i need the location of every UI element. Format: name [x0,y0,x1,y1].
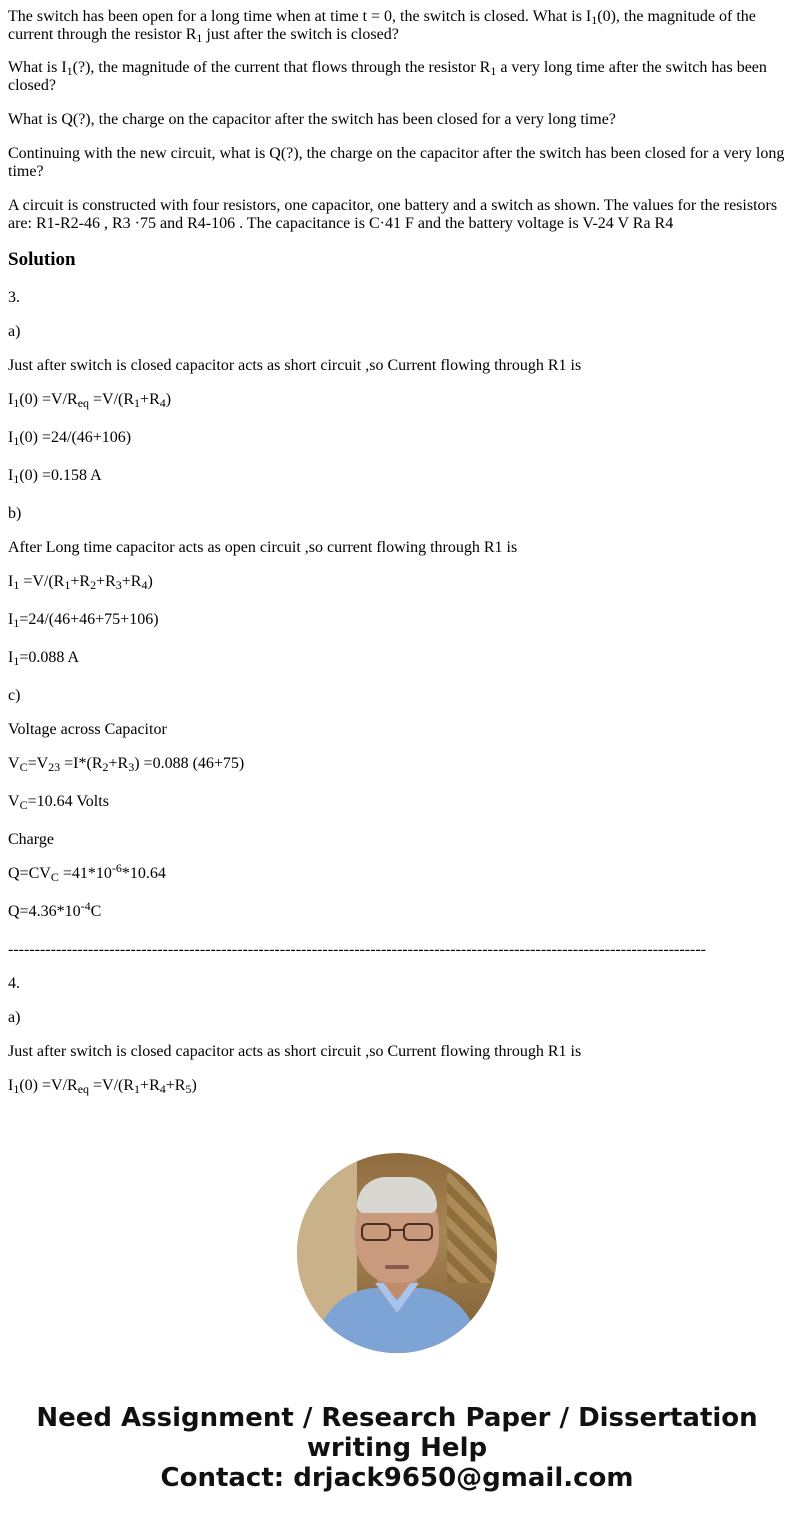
part-4a-label: a) [8,1009,21,1026]
equation-3a-3: $I_1(0) =0.158$ A [8,467,102,486]
equation-3b-1: $I_1 =V/(R_1+R_2+R_3+R_4)$ [8,573,153,592]
solution-heading: Solution [8,249,76,270]
question-3: What is Q(?), the charge on the capacitor after the switch has been closed for a very long time? [8,111,616,128]
charge-label: Charge [8,831,54,848]
question-5: A circuit is constructed with four resistors, one capacitor, one battery and a switch as shown. The values for the resistors are: R1-R2-46 , R3 ·75 and R4-106 . The capacitance is C·41 F and the battery voltage is V-24 V Ra R4 [8,197,778,232]
part-3a-label: a) [8,323,21,340]
equation-3b-3: $I_1=0.088$ A [8,649,80,668]
part-3c-text: Voltage across Capacitor [8,721,167,738]
promo-contact: Contact: drjack9650@gmail.com [160,1463,634,1493]
promo-line-1: Need Assignment / Research Paper / Dissertation [36,1403,758,1433]
equation-3c-2: $V_C=10.64$ Volts [8,793,109,812]
equation-4a-1: $I_1(0) =V/R_{eq} =V/(R_1+R_4+R_5)$ [8,1077,197,1096]
part-3-label: 3. [8,289,20,306]
glasses-icon [361,1223,433,1241]
promo-banner [0,1403,794,1493]
part-4a-text: Just after switch is closed capacitor acts as short circuit ,so Current flowing through R1 is [8,1043,582,1060]
avatar [297,1153,497,1353]
equation-3a-2: $I_1(0) =24/(46+106)$ [8,429,132,448]
question-4: Continuing with the new circuit, what is Q(?), the charge on the capacitor after the switch has been closed for a very long time? [8,145,785,180]
part-3c-label: c) [8,687,21,704]
question-2: What is $I_1(?)$, the magnitude of the current that flows through the resistor $R_1$ a very long time after the switch has been closed? [8,59,767,94]
equation-3b-2: $I_1=24/(46+46+75+106)$ [8,611,159,630]
section-divider: ----------------------------------------------------------------------------------------------------------------------------------- [8,941,706,958]
part-3b-label: b) [8,505,22,522]
equation-charge-1: $Q=CV_C =41*10^{-6}*10.64$ [8,861,166,884]
part-4-label: 4. [8,975,20,992]
tutor-photo [297,1153,497,1353]
equation-3c-1: $V_C=V_{23} =I*(R_2+R_3) =0.088$ (46+75) [8,755,245,774]
equation-3a-1: $I_1(0) =V/R_{eq} =V/(R_1+R_4)$ [8,391,172,410]
promo-line-2: writing Help [306,1433,488,1463]
equation-charge-2: $Q=4.36*10^{-4}C$ [8,899,102,920]
part-3a-text: Just after switch is closed capacitor acts as short circuit ,so Current flowing through R1 is [8,357,582,374]
part-3b-text: After Long time capacitor acts as open circuit ,so current flowing through R1 is [8,539,518,556]
question-1: The switch has been open for a long time when at time t = 0, the switch is closed. What is $I_1(0)$, the magnitude of the current through the resistor $R_1$ just after the switch is closed? [8,8,756,45]
